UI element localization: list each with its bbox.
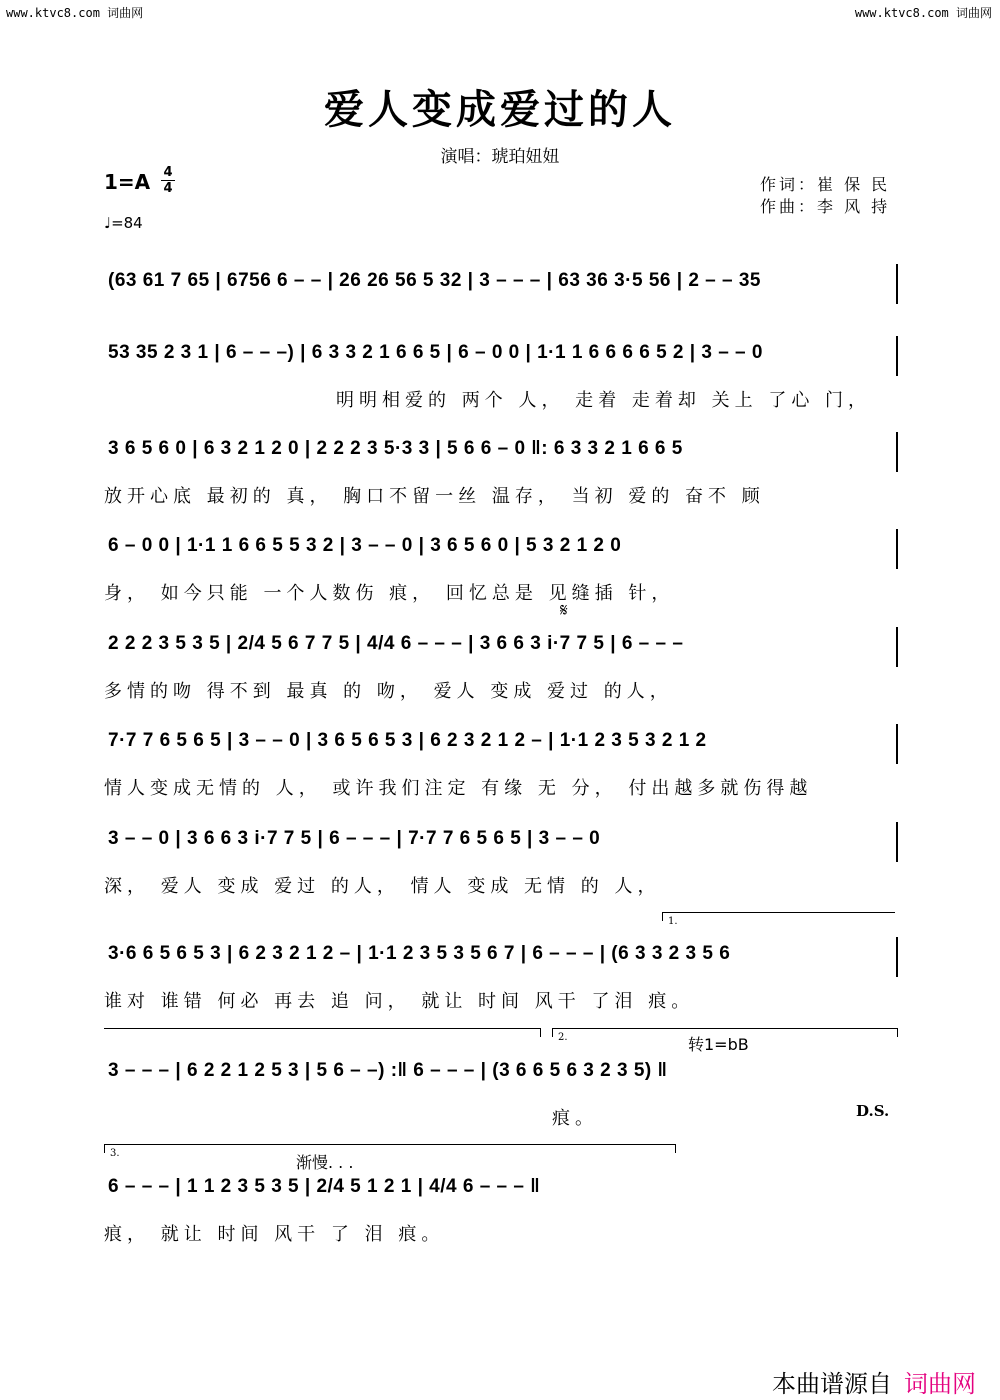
singer: 演唱：琥珀妞妞 <box>440 147 560 167</box>
volta-bracket <box>662 912 895 921</box>
footer-brand-link[interactable]: 词曲网 <box>904 1370 976 1398</box>
key-signature: 1=A <box>104 170 151 194</box>
lyric-line: 痕。 <box>552 1108 598 1129</box>
volta-number: 3. <box>110 1148 120 1159</box>
lyric-line: 痕， 就让 时间 风干 了 泪 痕。 <box>104 1224 445 1245</box>
barline <box>896 627 898 667</box>
notation-line: 7·7 7 6 5 6 5 | 3 – – 0 | 3 6 5 6 5 3 | 6 2 3 2 1 2 – | 1·1 2 3 5 3 2 1 2 <box>108 730 707 751</box>
volta-number: 1. <box>668 916 678 927</box>
notation-line: 6 – – – | 1 1 2 3 5 3 5 | 2/4 5 1 2 1 | 4/4 6 – – – ‖ <box>108 1176 541 1197</box>
header-site-right: www.ktvc8.com 词曲网 <box>854 6 992 20</box>
barline <box>896 264 898 304</box>
modulation-marking: 转1=bB <box>688 1035 749 1054</box>
barline <box>896 822 898 862</box>
lyric-line: 身， 如今只能 一个人数伤 痕， 回忆总是 见缝插 针， <box>104 583 675 604</box>
lyric-line: 明明相爱的 两个 人， 走着 走着却 关上 了心 门， <box>336 390 872 411</box>
lyricist: 作词：崔 保 民 <box>760 175 891 194</box>
dal-segno-marking: D.S. <box>856 1102 890 1120</box>
lyric-line: 谁对 谁错 何必 再去 追 问， 就让 时间 风干 了泪 痕。 <box>104 991 695 1012</box>
song-title: 爱人变成爱过的人 <box>324 86 676 133</box>
footer-source <box>772 1364 976 1399</box>
barline <box>896 937 898 977</box>
ritardando-marking: 渐慢. . . <box>296 1153 354 1172</box>
volta-number: 2. <box>558 1032 568 1043</box>
volta-bracket <box>104 1144 676 1153</box>
barline <box>896 336 898 376</box>
tempo-marking: ♩=84 <box>104 214 143 232</box>
footer-source-label: 本曲谱源自 <box>772 1370 892 1398</box>
notation-line: 3 6 5 6 0 | 6 3 2 1 2 0 | 2 2 2 3 5·3 3 | 5 6 6 – 0 ‖: 6 3 3 2 1 6 6 5 <box>108 438 683 459</box>
credits <box>760 174 890 218</box>
barline <box>896 432 898 472</box>
notation-line: 3 – – 0 | 3 6 6 3 i·7 7 5 | 6 – – – | 7·7 7 6 5 6 5 | 3 – – 0 <box>108 828 601 849</box>
barline <box>896 529 898 569</box>
notation-line: 6 – 0 0 | 1·1 1 6 6 5 5 3 2 | 3 – – 0 | 3 6 5 6 0 | 5 3 2 1 2 0 <box>108 535 622 556</box>
lyric-line: 多情的吻 得不到 最真 的 吻， 爱人 变成 爱过 的人， <box>104 681 673 702</box>
notation-line: (63 61 7 65 | 6756 6 – – | 26 26 56 5 32 | 3 – – – | 63 36 3·5 56 | 2 – – 35 <box>108 270 761 291</box>
notation-line: 53 35 2 3 1 | 6 – – –) | 6 3 3 2 1 6 6 5 | 6 – 0 0 | 1·1 1 6 6 6 6 5 2 | 3 – – 0 <box>108 342 763 363</box>
time-signature-top: 4 <box>163 165 173 180</box>
barline <box>896 724 898 764</box>
lyric-line: 深， 爱人 变成 爱过 的人， 情人 变成 无情 的 人， <box>104 876 661 897</box>
notation-line: 3 – – – | 6 2 2 1 2 5 3 | 5 6 – –) :‖ 6 – – – | (3 6 6 5 6 3 2 3 5) ‖ <box>108 1060 668 1081</box>
notation-line: 3·6 6 5 6 5 3 | 6 2 3 2 1 2 – | 1·1 2 3 5 3 5 6 7 | 6 – – – | (6 3 3 2 3 5 6 <box>108 943 731 964</box>
lyric-line: 情人变成无情的 人， 或许我们注定 有缘 无 分， 付出越多就伤得越 <box>104 778 813 799</box>
segno-sign: 𝄋 <box>560 600 568 621</box>
lyric-line <box>104 314 904 342</box>
volta-bracket <box>104 1028 541 1037</box>
header-site-left: www.ktvc8.com 词曲网 <box>6 6 144 20</box>
notation-line: 2 2 2 3 5 3 5 | 2/4 5 6 7 7 5 | 4/4 6 – – – | 3 6 6 3 i·7 7 5 | 6 – – – <box>108 633 684 654</box>
time-signature-bottom: 4 <box>163 181 173 196</box>
time-signature <box>160 166 176 195</box>
composer: 作曲：李 风 持 <box>760 197 891 216</box>
lyric-line: 放开心底 最初的 真， 胸口不留一丝 温存， 当初 爱的 奋不 顾 <box>104 486 765 507</box>
